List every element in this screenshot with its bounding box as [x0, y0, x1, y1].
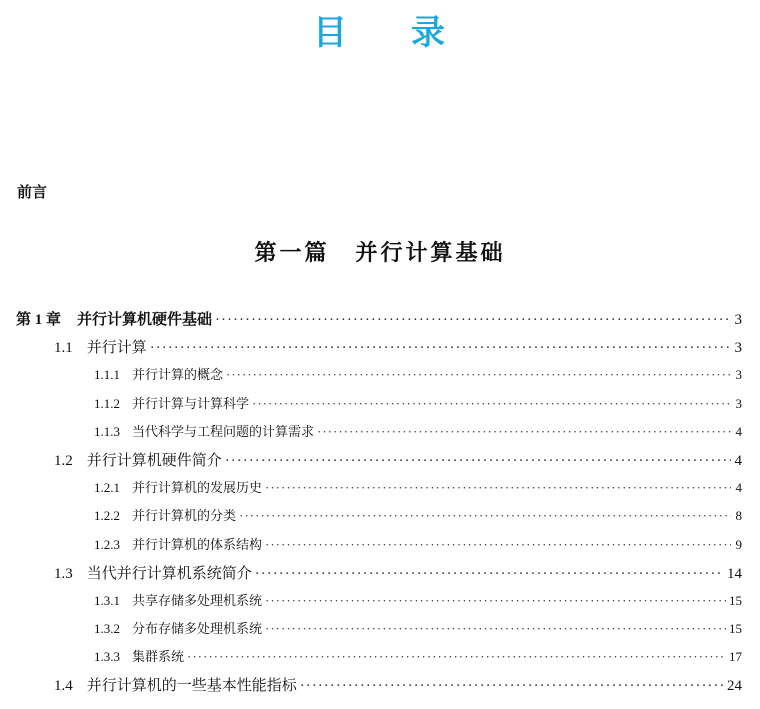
table-of-contents — [0, 305, 760, 700]
dot-leader — [265, 587, 726, 615]
toc-entry-page-number: 3 — [734, 340, 742, 357]
dot-leader — [255, 560, 724, 588]
toc-entry-number: 1.2.3 — [94, 536, 120, 552]
toc-entry-number: 1.2.1 — [94, 480, 120, 496]
toc-entry-number: 1.1.2 — [94, 395, 120, 411]
toc-entry-label: 并行计算机硬件简介 — [86, 450, 222, 469]
part-number: 第一篇 — [254, 240, 330, 266]
toc-entry-number: 1.1.3 — [94, 423, 120, 439]
title-part-2: 录 — [411, 15, 447, 52]
preface-link[interactable]: 前言 — [17, 183, 48, 201]
toc-entry-page-number: 17 — [729, 649, 742, 665]
toc-entry-number: 1.1.1 — [94, 367, 120, 383]
toc-entry-page-number: 3 — [735, 367, 742, 383]
dot-leader — [239, 502, 731, 530]
toc-entry-number: 1.3.1 — [94, 592, 120, 608]
toc-entry-label: 并行计算 — [86, 338, 147, 357]
toc-entry-page-number: 4 — [734, 452, 742, 469]
toc-entry-label: 集群系统 — [132, 650, 185, 666]
toc-entry-sec[interactable] — [0, 671, 760, 699]
toc-entry-page-number: 8 — [735, 508, 742, 524]
toc-entry-number: 1.2.2 — [94, 508, 120, 524]
toc-entry-label: 分布存储多处理机系统 — [132, 622, 263, 638]
toc-entry-sec[interactable] — [0, 333, 760, 361]
toc-entry-sec[interactable] — [0, 559, 760, 587]
dot-leader — [265, 474, 731, 502]
toc-entry-page-number: 14 — [727, 565, 742, 582]
toc-entry-page-number: 4 — [735, 480, 742, 496]
toc-entry-label: 并行计算机的一些基本性能指标 — [86, 676, 297, 695]
toc-entry-label: 并行计算机的体系结构 — [132, 537, 263, 553]
part-name: 并行计算基础 — [355, 240, 506, 266]
toc-entry-ch[interactable] — [0, 305, 760, 333]
toc-entry-sub[interactable] — [0, 502, 760, 530]
toc-entry-sub[interactable] — [0, 643, 760, 671]
toc-entry-sub[interactable] — [0, 361, 760, 389]
toc-entry-page-number: 3 — [735, 395, 742, 411]
toc-entry-label: 共享存储多处理机系统 — [132, 593, 263, 609]
dot-leader — [225, 447, 731, 475]
page-title — [0, 10, 760, 58]
dot-leader — [226, 361, 731, 389]
toc-entry-number: 1.3.2 — [94, 621, 120, 637]
toc-entry-sub[interactable] — [0, 418, 760, 446]
toc-entry-sub[interactable] — [0, 390, 760, 418]
dot-leader — [252, 390, 731, 418]
toc-entry-label: 并行计算机的分类 — [132, 509, 237, 525]
toc-entry-number: 1.3.3 — [94, 649, 120, 665]
toc-entry-page-number: 3 — [734, 312, 742, 328]
dot-leader — [300, 672, 724, 700]
toc-entry-label: 并行计算机的发展历史 — [132, 481, 263, 497]
dot-leader — [265, 531, 731, 559]
dot-leader — [187, 643, 726, 671]
toc-entry-page-number: 9 — [735, 536, 742, 552]
toc-entry-number: 1.4 — [54, 678, 73, 695]
toc-entry-label: 当代并行计算机系统简介 — [86, 563, 252, 582]
part-heading — [0, 236, 760, 267]
toc-entry-sub[interactable] — [0, 587, 760, 615]
toc-entry-page-number: 4 — [735, 423, 742, 439]
toc-entry-sub[interactable] — [0, 531, 760, 559]
toc-entry-sub[interactable] — [0, 474, 760, 502]
toc-entry-number: 1.3 — [54, 565, 73, 582]
toc-entry-page-number: 15 — [729, 592, 742, 608]
toc-entry-page-number: 15 — [729, 621, 742, 637]
toc-entry-sec[interactable] — [0, 446, 760, 474]
dot-leader — [265, 615, 726, 643]
dot-leader — [317, 418, 731, 446]
toc-entry-label: 并行计算与计算科学 — [132, 396, 250, 412]
toc-entry-number: 1.1 — [54, 340, 73, 357]
toc-entry-label: 并行计算机硬件基础 — [77, 310, 213, 328]
toc-entry-label: 当代科学与工程问题的计算需求 — [132, 424, 315, 440]
toc-entry-number: 1.2 — [54, 452, 73, 469]
toc-entry-page-number: 24 — [727, 678, 742, 695]
dot-leader — [150, 334, 731, 362]
dot-leader — [215, 306, 731, 334]
toc-entry-sub[interactable] — [0, 615, 760, 643]
title-part-1: 目 — [313, 15, 349, 52]
toc-entry-label: 并行计算的概念 — [132, 368, 224, 384]
toc-entry-number: 第 1 章 — [16, 312, 62, 328]
